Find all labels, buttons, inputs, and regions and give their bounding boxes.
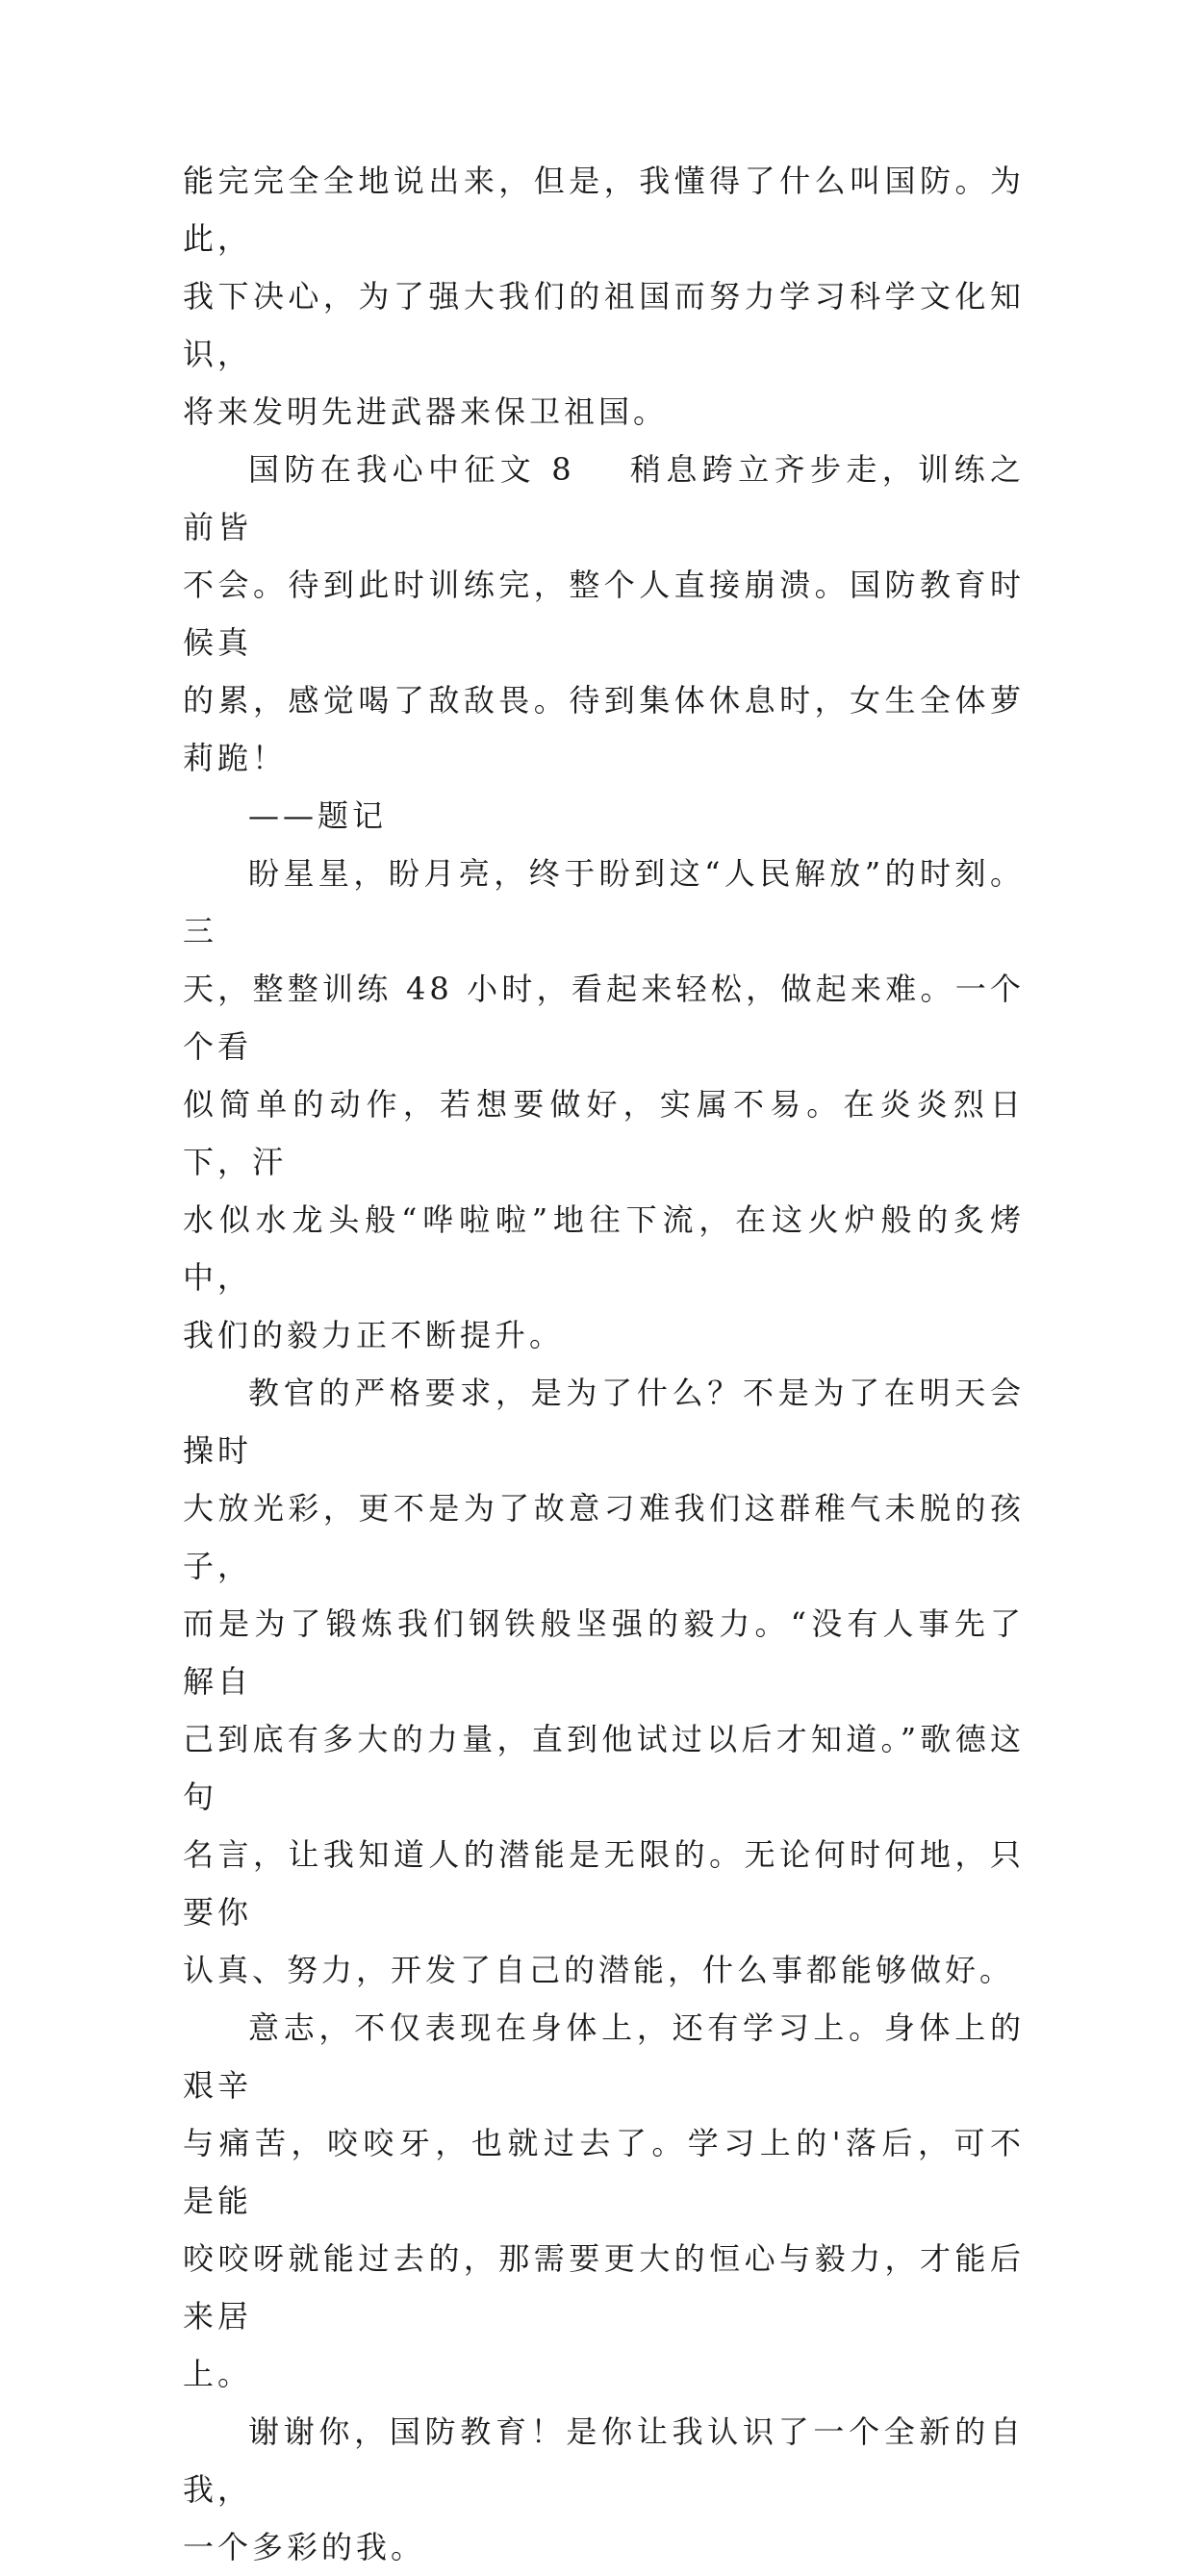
text-line: 稍息跨立齐步走，训练之前皆: [183, 451, 1025, 545]
text-line: 将来发明先进武器来保卫祖国。: [183, 393, 669, 430]
text-line: 咬咬呀就能过去的，那需要更大的恒心与毅力，才能后来居: [183, 2240, 1025, 2335]
document-body: [183, 152, 1025, 2576]
epigraph-attribution: [183, 787, 1025, 845]
text-line: 盼星星，盼月亮，终于盼到这“人民解放”的时刻。三: [183, 855, 1025, 949]
text-line: 己到底有多大的力量，直到他试过以后才知道。”歌德这句: [183, 1721, 1025, 1815]
paragraph: [183, 1999, 1025, 2403]
text-line: 我下决心，为了强大我们的祖国而努力学习科学文化知识，: [183, 278, 1025, 372]
text-line: 似简单的动作，若想要做好，实属不易。在炎炎烈日下，汗: [183, 1086, 1025, 1180]
paragraph: [183, 152, 1025, 441]
text-line: 能完完全全地说出来，但是，我懂得了什么叫国防。为此，: [183, 163, 1025, 257]
text-line: 我们的毅力正不断提升。: [183, 1317, 565, 1353]
paragraph: [183, 845, 1025, 1364]
text-line: 教官的严格要求，是为了什么？不是为了在明天会操时: [183, 1375, 1025, 1469]
essay-title: 国防在我心中征文: [248, 451, 537, 488]
text-line: 与痛苦，咬咬牙，也就过去了。学习上的'落后，可不是能: [183, 2125, 1025, 2219]
essay-heading-paragraph: [183, 441, 1025, 787]
text-line: 一个多彩的我。: [183, 2529, 426, 2565]
text-line: 意志，不仅表现在身体上，还有学习上。身体上的艰辛: [183, 2009, 1025, 2104]
text-line: 认真、努力，开发了自己的潜能，什么事都能够做好。: [183, 1952, 1015, 1988]
text-line: 的累，感觉喝了敌敌畏。待到集体休息时，女生全体萝莉跪！: [183, 682, 1025, 776]
text-line: 大放光彩，更不是为了故意刁难我们这群稚气未脱的孩子，: [183, 1490, 1025, 1584]
text-line: 不会。待到此时训练完，整个人直接崩溃。国防教育时候真: [183, 567, 1025, 661]
text-line: 而是为了锻炼我们钢铁般坚强的毅力。“没有人事先了解自: [183, 1605, 1025, 1700]
text-line: 名言，让我知道人的潜能是无限的。无论何时何地，只要你: [183, 1836, 1025, 1931]
text-line: ——题记: [248, 797, 388, 834]
essay-number: 8: [551, 451, 575, 488]
text-line: 天，整整训练 48 小时，看起来轻松，做起来难。一个个看: [183, 971, 1025, 1065]
paragraph: [183, 2403, 1025, 2576]
text-line: 水似水龙头般“哗啦啦”地往下流，在这火炉般的炙烤中，: [183, 1201, 1025, 1296]
text-line: 上。: [183, 2356, 253, 2392]
text-line: 谢谢你，国防教育！是你让我认识了一个全新的自我，: [183, 2413, 1025, 2508]
paragraph: [183, 1364, 1025, 1999]
